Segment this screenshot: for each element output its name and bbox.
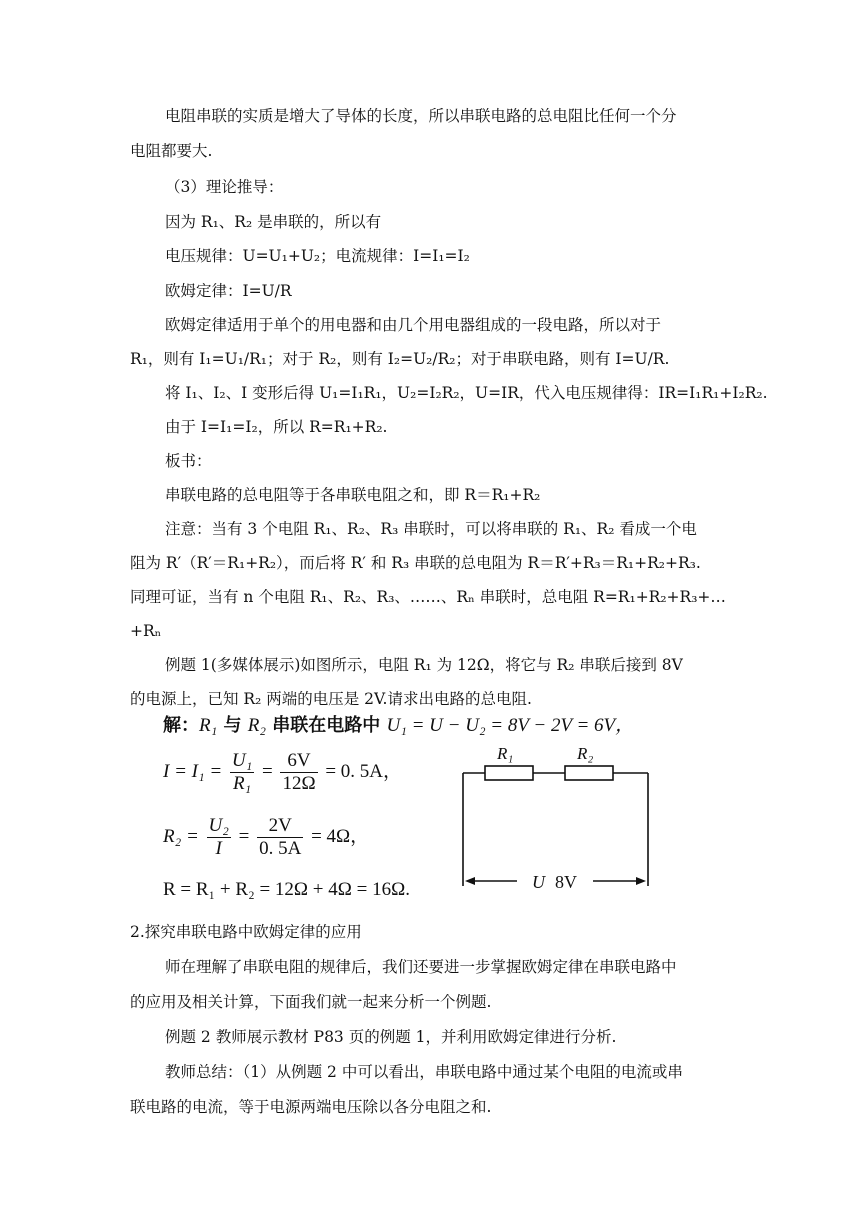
text-line-p1b: 电阻都要大. bbox=[130, 142, 213, 160]
solution-line-1 bbox=[163, 710, 634, 737]
fraction-2v-05a bbox=[257, 815, 303, 860]
text-line-p14b: 的应用及相关计算，下面我们就一起来分析一个例题. bbox=[130, 993, 492, 1011]
solution-r1: R₁ bbox=[199, 715, 218, 736]
equals-sign: = bbox=[238, 825, 250, 847]
text-line-p15: 例题 2 教师展示教材 P83 页的例题 1，并利用欧姆定律进行分析. bbox=[165, 1028, 617, 1046]
text-line-p11b: 阻为 R′（R′＝R₁+R₂），而后将 R′ 和 R₃ 串联的总电阻为 R＝R′+R₃＝R₁+R₂+R₃. bbox=[130, 554, 701, 572]
arrow-head-right-icon bbox=[636, 877, 646, 885]
voltage-value: 8V bbox=[555, 872, 577, 890]
fraction-numerator: 2V bbox=[257, 815, 303, 838]
text-line-p14a: 师在理解了串联电阻的规律后，我们还要进一步掌握欧姆定律在串联电路中 bbox=[165, 958, 677, 976]
fraction-denominator: 0. 5A bbox=[259, 838, 302, 859]
fraction-numerator: U₁ bbox=[231, 750, 253, 771]
r2-lhs: R₂ = bbox=[163, 825, 199, 847]
equals-sign: = bbox=[261, 760, 273, 782]
solution-label: 解： bbox=[163, 715, 199, 736]
resistor-r2 bbox=[565, 766, 613, 780]
fraction-denominator: R₁ bbox=[232, 773, 252, 794]
text-line-p3: 因为 R₁、R₂ 是串联的，所以有 bbox=[165, 213, 382, 231]
text-line-p11a: 注意：当有 3 个电阻 R₁、R₂、R₃ 串联时，可以将串联的 R₁、R₂ 看成一个电 bbox=[165, 520, 697, 538]
text-line-p7: 将 I₁、I₂、I 变形后得 U₁=I₁R₁，U₂=I₂R₂，U=IR，代入电压规律得：IR=I₁R₁+I₂R₂. bbox=[165, 384, 768, 402]
text-line-p8: 由于 I=I₁=I₂，所以 R=R₁+R₂. bbox=[165, 418, 388, 436]
series-circuit-diagram bbox=[455, 738, 660, 890]
arrow-head-left-icon bbox=[465, 877, 475, 885]
r1-label: R₁ bbox=[497, 744, 514, 763]
fraction-numerator: 6V bbox=[280, 750, 317, 773]
voltage-symbol: U bbox=[532, 872, 545, 890]
text-line-p11d: +Rₙ bbox=[130, 622, 162, 640]
text-line-p13: 2.探究串联电路中欧姆定律的应用 bbox=[130, 923, 362, 941]
r2-label: R₂ bbox=[577, 744, 594, 763]
text-line-p11c: 同理可证，当有 n 个电阻 R₁、R₂、R₃、……、Rₙ 串联时，总电阻 R=R₁+R₂+R₃+… bbox=[130, 588, 726, 606]
text-line-p12b: 的电源上，已知 R₂ 两端的电压是 2V.请求出电路的总电阻. bbox=[130, 690, 532, 708]
solution-line-3 bbox=[163, 815, 369, 860]
solution-and: 与 bbox=[217, 715, 248, 736]
text-line-p1a: 电阻串联的实质是增大了导体的长度，所以串联电路的总电阻比任何一个分 bbox=[165, 107, 677, 125]
solution-u1-eq: U₁ = U − U₂ = 8V − 2V = 6V， bbox=[386, 715, 635, 736]
text-line-p10: 串联电路的总电阻等于各串联电阻之和，即 R＝R₁+R₂ bbox=[165, 486, 541, 504]
current-rhs: = 0. 5A， bbox=[325, 760, 403, 782]
resistor-r1 bbox=[485, 766, 533, 780]
solution-line-2 bbox=[163, 750, 402, 795]
solution-series-text: 串联在电路中 bbox=[265, 715, 387, 736]
text-line-p9: 板书： bbox=[165, 452, 212, 470]
current-lhs: I = I₁ = bbox=[163, 760, 223, 782]
text-line-p6b: R₁，则有 I₁=U₁/R₁；对于 R₂，则有 I₂=U₂/R₂；对于串联电路，则有 I=U/R. bbox=[130, 350, 670, 368]
fraction-denominator: I bbox=[215, 838, 222, 859]
text-line-p2: （3）理论推导： bbox=[165, 178, 284, 196]
text-line-p4: 电压规律：U=U₁+U₂；电流规律：I=I₁=I₂ bbox=[165, 247, 470, 265]
text-line-p12a: 例题 1(多媒体展示)如图所示，电阻 R₁ 为 12Ω，将它与 R₂ 串联后接到 8V bbox=[165, 656, 683, 674]
fraction-u1-r1 bbox=[230, 750, 254, 795]
solution-r2: R₂ bbox=[247, 715, 266, 736]
fraction-denominator: 12Ω bbox=[282, 773, 316, 794]
fraction-numerator: U₂ bbox=[208, 815, 229, 836]
solution-line-4: R = R₁ + R₂ = 12Ω + 4Ω = 16Ω. bbox=[163, 879, 410, 900]
text-line-p16b: 联电路的电流，等于电源两端电压除以各分电阻之和. bbox=[130, 1098, 492, 1116]
r2-rhs: = 4Ω， bbox=[311, 825, 370, 847]
fraction-u2-i bbox=[207, 815, 231, 860]
text-line-p5: 欧姆定律：I=U/R bbox=[165, 282, 292, 300]
text-line-p6a: 欧姆定律适用于单个的用电器和由几个用电器组成的一段电路，所以对于 bbox=[165, 316, 662, 334]
text-line-p16a: 教师总结：（1）从例题 2 中可以看出，串联电路中通过某个电阻的电流或串 bbox=[165, 1063, 683, 1081]
fraction-6v-12ohm bbox=[280, 750, 317, 795]
